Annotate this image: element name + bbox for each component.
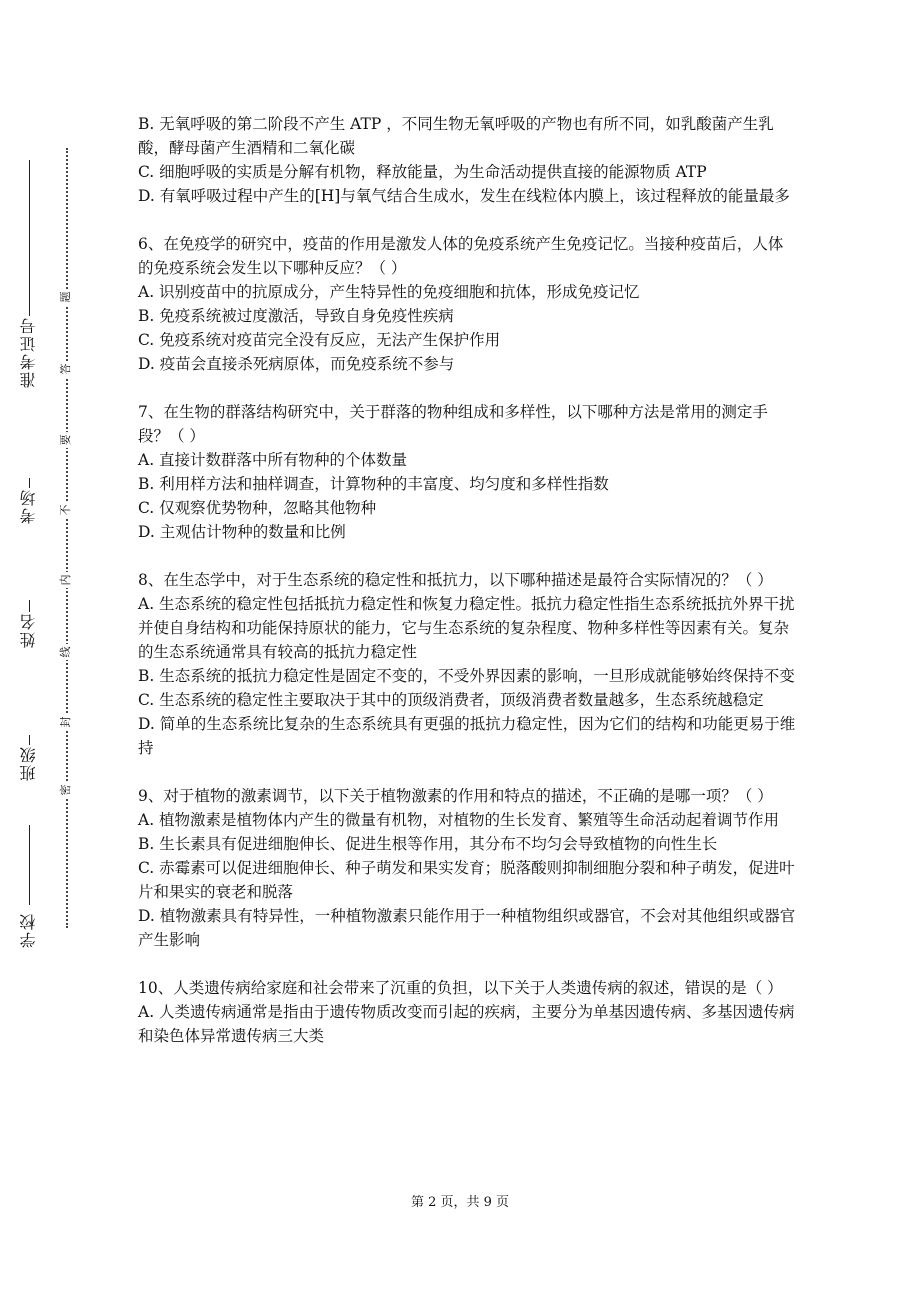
option-b: B. 生长素具有促进细胞伸长、促进生根等作用，其分布不均匀会导致植物的向性生长: [138, 835, 718, 853]
question-8: [138, 568, 798, 760]
admission-number-field: [18, 160, 40, 388]
page-number: 第 2 页，共 9 页: [410, 1195, 510, 1210]
option-c: C. 免疫系统对疫苗完全没有反应，无法产生保护作用: [138, 331, 501, 349]
exam-room-field: [18, 478, 40, 524]
seal-char: 密: [59, 782, 73, 798]
option-a: A. 人类遗传病通常是指由于遗传物质改变而引起的疾病，主要分为单基因遗传病、多基因遗传病和染色体异常遗传病三大类: [138, 1003, 795, 1045]
question-9: [138, 784, 798, 952]
question-7: [138, 400, 798, 544]
question-stem: 8、在生态学中，对于生态系统的稳定性和抵抗力，以下哪种描述是最符合实际情况的？（ ）: [138, 571, 773, 589]
option-d: D. 简单的生态系统比复杂的生态系统具有更强的抵抗力稳定性，因为它们的结构和功能更易于维持: [138, 715, 796, 757]
seal-dotted-line: [66, 148, 68, 928]
seal-char: 内: [59, 572, 73, 588]
school-underline: [29, 825, 30, 905]
option-b: B. 生态系统的抵抗力稳定性是固定不变的，不受外界因素的影响，一旦形成就能够始终保持不变: [138, 667, 795, 685]
option-a: A. 识别疫苗中的抗原成分，产生特异性的免疫细胞和抗体，形成免疫记忆: [138, 283, 640, 301]
seal-char: 答: [59, 361, 73, 377]
option-d: D. 植物激素具有特异性，一种植物激素只能作用于一种植物组织或器官，不会对其他组织或器官产生影响: [138, 907, 796, 949]
option-d: D. 疫苗会直接杀死病原体，而免疫系统不参与: [138, 355, 455, 373]
option-c: C. 赤霉素可以促进细胞伸长、种子萌发和果实发育；脱落酸则抑制细胞分裂和种子萌发，促进叶片和果实的衰老和脱落: [138, 859, 795, 901]
name-label: 姓名: [19, 612, 38, 648]
option-c: C. 生态系统的稳定性主要取决于其中的顶级消费者，顶级消费者数量越多，生态系统越稳定: [138, 691, 764, 709]
carryover-options: [138, 112, 798, 208]
option-c: C. 仅观察优势物种，忽略其他物种: [138, 499, 377, 517]
school-label: 学校: [19, 912, 38, 948]
class-label: 班级: [19, 745, 38, 781]
class-field: [18, 735, 40, 781]
binding-margin: [0, 0, 100, 1302]
option-d: D. 有氧呼吸过程中产生的[H]与氧气结合生成水，发生在线粒体内膜上，该过程释放的能量最多: [138, 187, 790, 205]
option-d: D. 主观估计物种的数量和比例: [138, 523, 346, 541]
seal-char: 封: [59, 714, 73, 730]
seal-char: 线: [59, 644, 73, 660]
seal-char: 不: [59, 502, 73, 518]
option-c: C. 细胞呼吸的实质是分解有机物，释放能量，为生命活动提供直接的能源物质 ATP: [138, 163, 707, 181]
question-stem: 9、对于植物的激素调节，以下关于植物激素的作用和特点的描述，不正确的是哪一项？（ ）: [138, 787, 773, 805]
question-10: [138, 976, 798, 1048]
option-a: A. 生态系统的稳定性包括抵抗力稳定性和恢复力稳定性。抵抗力稳定性指生态系统抵抗外界干扰并使自身结构和功能保持原状的能力，它与生态系统的复杂程度、物种多样性等因素有关。复杂的生态系统通常具有较高的抵抗力稳定性: [138, 595, 795, 661]
question-stem: 7、在生物的群落结构研究中，关于群落的物种组成和多样性，以下哪种方法是常用的测定手段？（ ）: [138, 403, 768, 445]
exam-room-label: 考场: [19, 488, 38, 524]
exam-room-underline: [29, 478, 30, 488]
admission-number-underline: [29, 160, 30, 316]
option-a: A. 直接计数群落中所有物种的个体数量: [138, 451, 408, 469]
option-a: A. 植物激素是植物体内产生的微量有机物，对植物的生长发育、繁殖等生命活动起着调节作用: [138, 811, 780, 829]
question-stem: 6、在免疫学的研究中，疫苗的作用是激发人体的免疫系统产生免疫记忆。当接种疫苗后，人体的免疫系统会发生以下哪种反应？（ ）: [138, 235, 784, 277]
seal-char: 要: [59, 432, 73, 448]
name-field: [18, 600, 40, 648]
option-b: B. 无氧呼吸的第二阶段不产生 ATP ，不同生物无氧呼吸的产物也有所不同，如乳酸菌产生乳酸，酵母菌产生酒精和二氧化碳: [138, 115, 774, 157]
option-b: B. 免疫系统被过度激活，导致自身免疫性疾病: [138, 307, 454, 325]
option-b: B. 利用样方法和抽样调查，计算物种的丰富度、均匀度和多样性指数: [138, 475, 609, 493]
question-stem: 10、人类遗传病给家庭和社会带来了沉重的负担，以下关于人类遗传病的叙述，错误的是（ ）: [138, 979, 783, 997]
school-field: [18, 912, 40, 948]
admission-number-label: 准考证号: [19, 316, 38, 388]
question-content: [138, 112, 798, 1072]
question-6: [138, 232, 798, 376]
seal-char: 题: [59, 289, 73, 305]
class-underline: [29, 735, 30, 745]
name-underline: [29, 600, 30, 612]
